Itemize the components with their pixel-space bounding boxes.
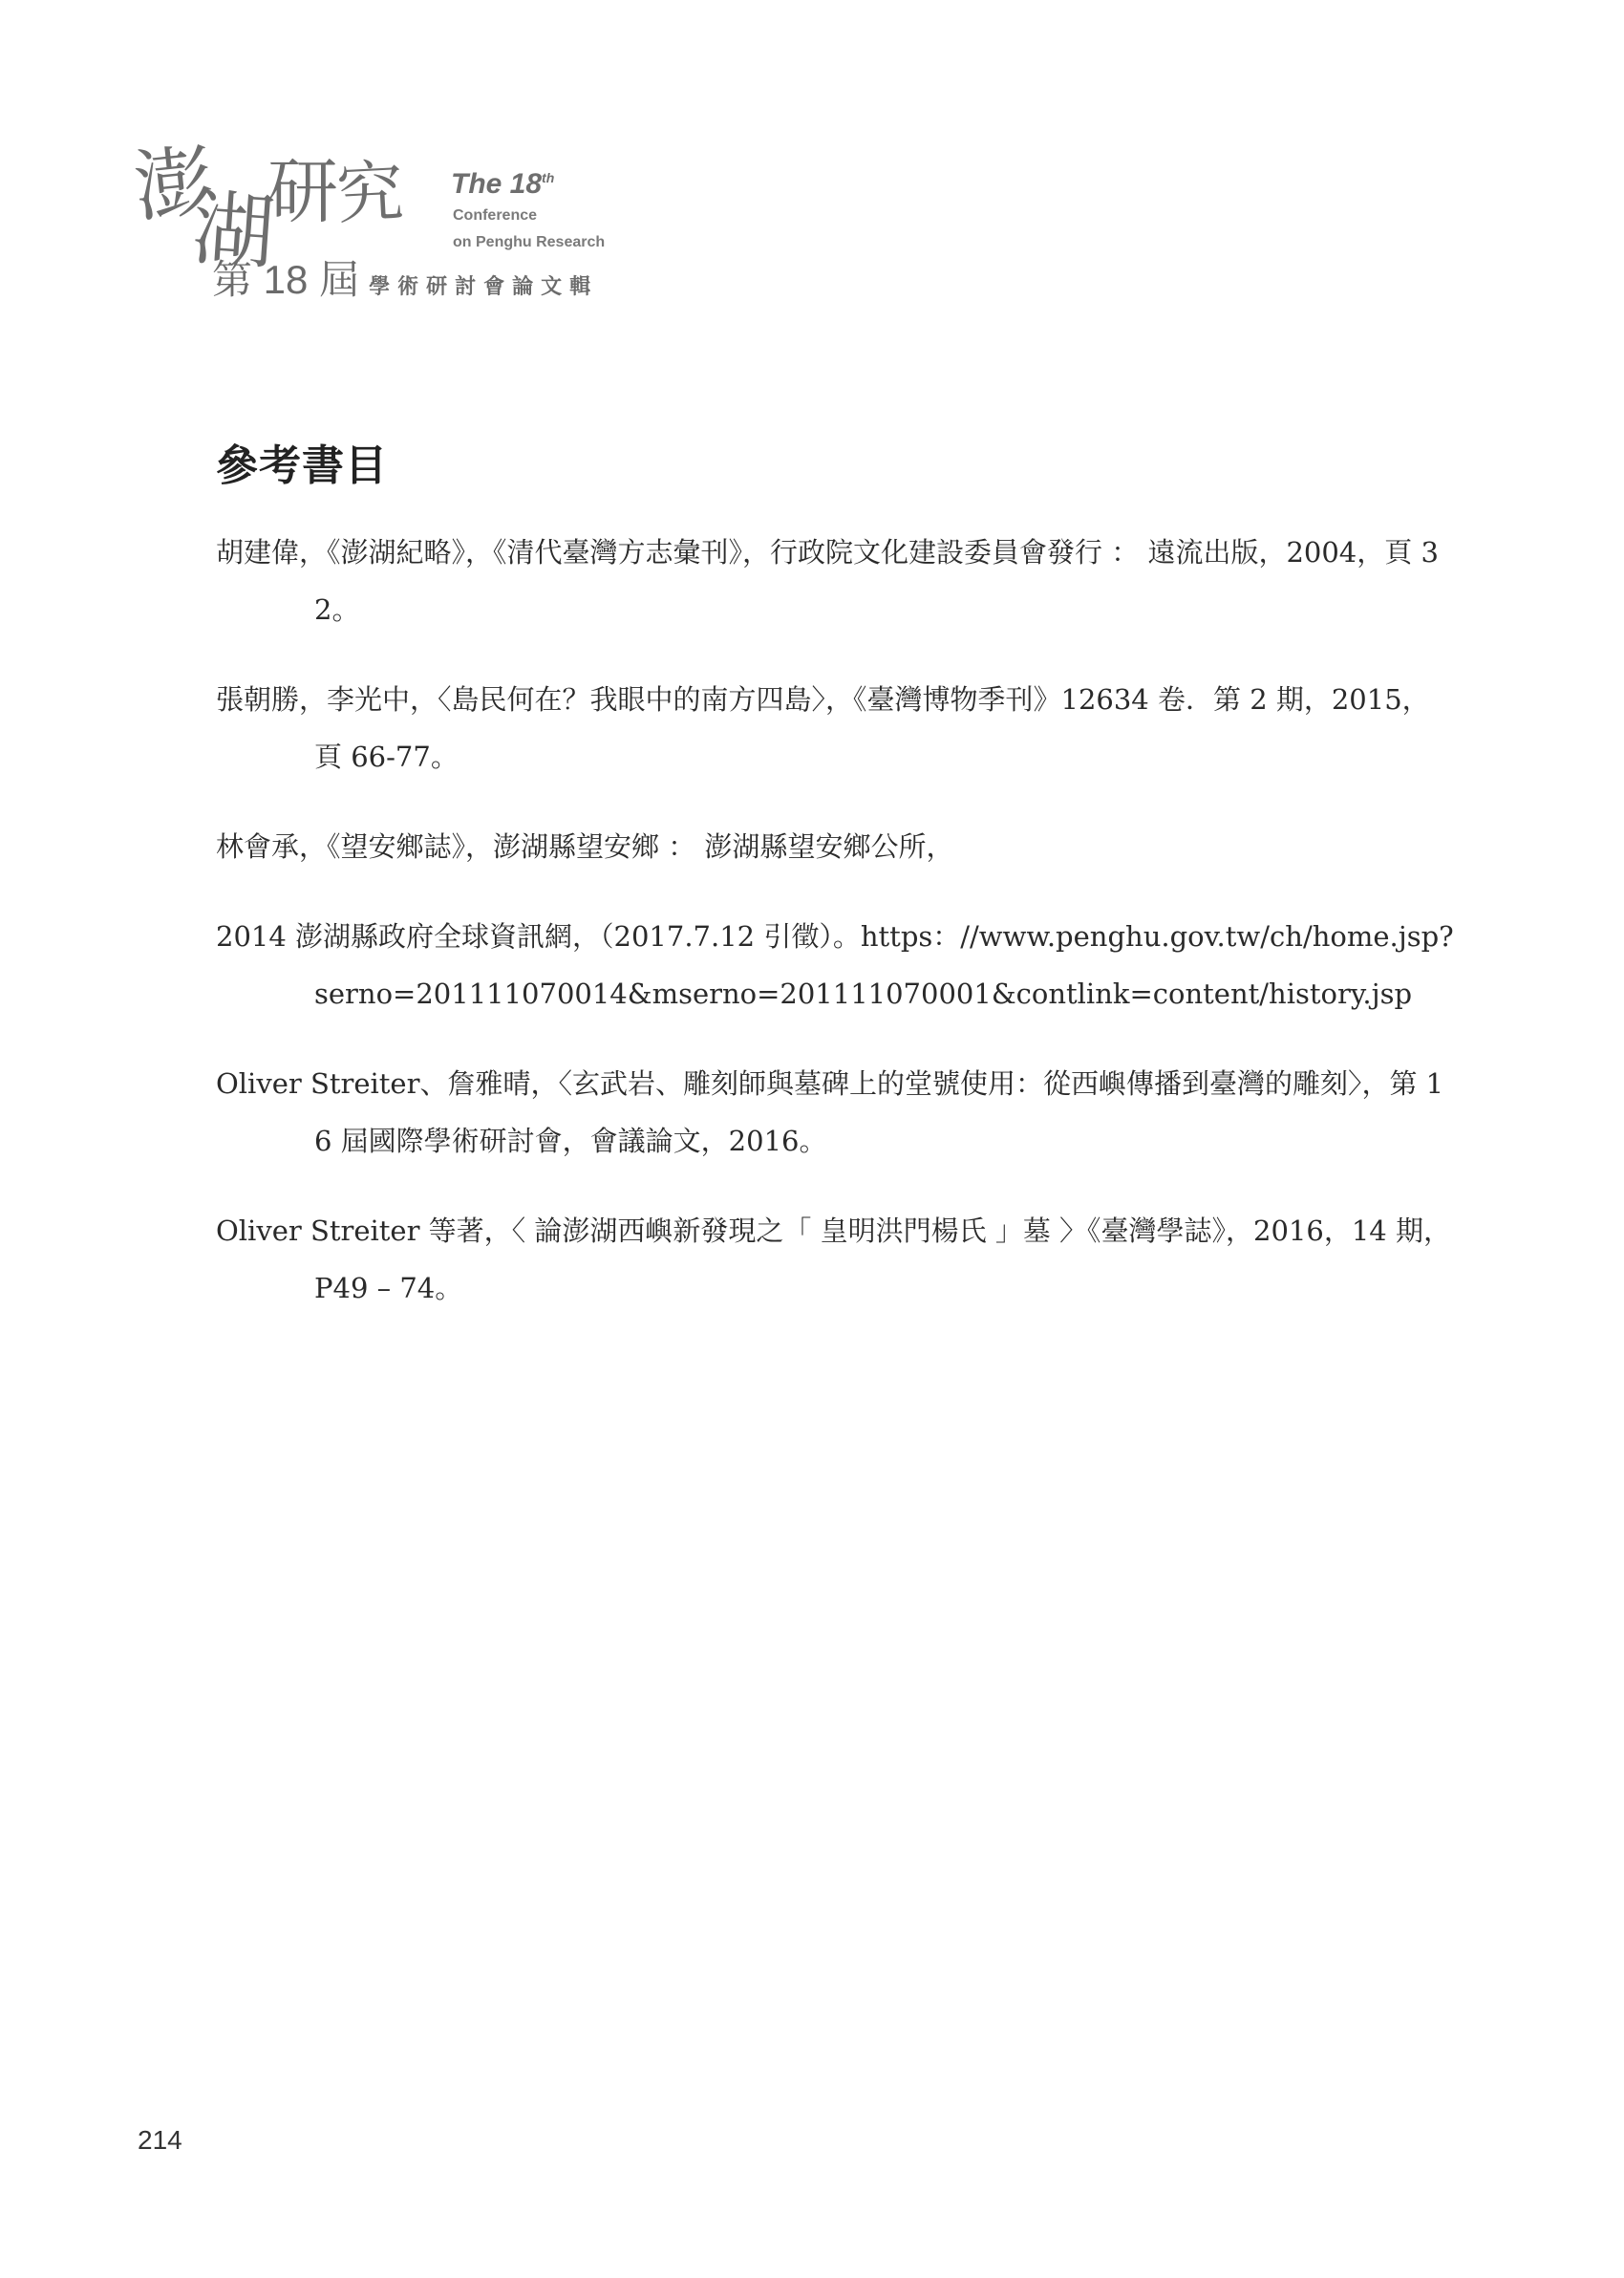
reference-item: 2014 澎湖縣政府全球資訊網，（2017.7.12 引徵）。https：//www.penghu.gov.tw/ch/home.jsp?serno=201111070014&mserno=201111070001&contlink=content/history.jsp: [216, 920, 1454, 1010]
header-english-line1: Conference: [453, 207, 538, 224]
page-number: 214: [138, 2125, 182, 2155]
reference-item: 胡建偉，《澎湖紀略》，《清代臺灣方志彙刊》，行政院文化建設委員會發行 ： 遠流出版，2004，頁 32。: [216, 536, 1439, 626]
reference-list: [216, 524, 1454, 1349]
reference-item: Oliver Streiter 等著，〈 論澎湖西嶼新發現之「 皇明洪門楊氏 」墓 〉《臺灣學誌》，2016，14 期， P49 – 74。: [216, 1214, 1451, 1304]
header-calligraphy-char: 研: [267, 151, 338, 233]
header-session-subtitle: 學術研討會論文輯: [369, 274, 599, 298]
header-calligraphy-char: 湖: [189, 181, 278, 282]
header-edition-text: The 18: [451, 168, 543, 200]
header-edition: [451, 168, 554, 201]
running-header: [129, 122, 669, 304]
reference-item: Oliver Streiter、詹雅晴，〈玄武岩、雕刻師與墓碑上的堂號使用：從西嶼傳播到臺灣的雕刻〉，第 16 屆國際學術研討會，會議論文，2016。: [216, 1067, 1444, 1157]
reference-item: 張朝勝，李光中，〈島民何在？我眼中的南方四島〉，《臺灣博物季刊》12634 卷．第 2 期，2015，頁 66-77。: [216, 683, 1430, 773]
reference-item: 林會承，《望安鄉誌》，澎湖縣望安鄉 ： 澎湖縣望安鄉公所，: [216, 830, 954, 863]
header-calligraphy-char: 究: [334, 152, 406, 234]
section-title: 參考書目: [216, 441, 388, 490]
header-edition-sup: th: [542, 170, 555, 185]
header-session: [212, 248, 598, 306]
header-session-number: 第 18 屆: [212, 257, 360, 302]
header-calligraphy-char: 澎: [129, 135, 218, 234]
header-english-line2: on Penghu Research: [453, 234, 606, 250]
